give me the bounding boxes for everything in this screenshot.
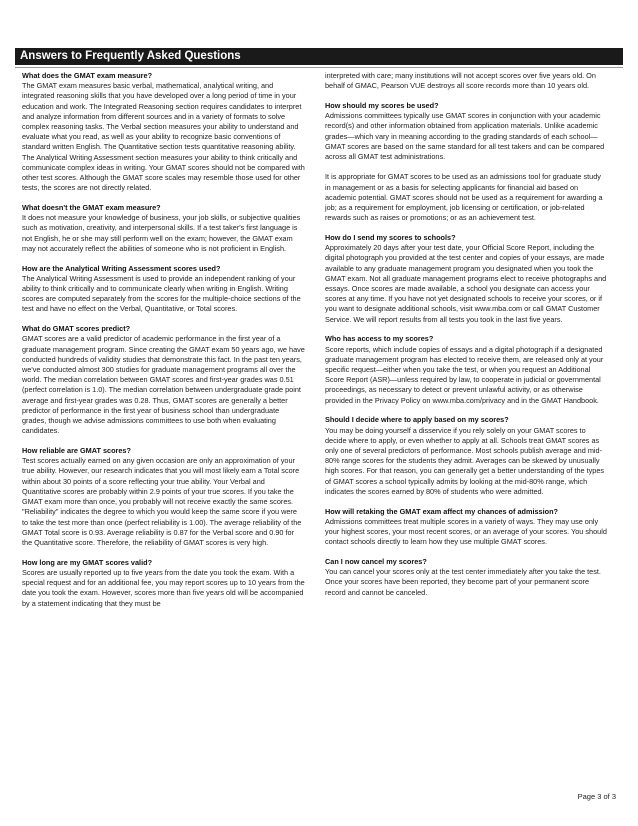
faq-answer: interpreted with care; many institutions will not accept scores over five years old. On behalf of GMAC, Pearson VUE destroys all score records more than 10 years old.: [325, 71, 596, 91]
faq-answer: Approximately 20 days after your test date, your Official Score Report, including the digital photograph you provided at the test center and copies of your essays, are made available to any graduate management program you designated when you took the GMAT exam. Not all graduate management programs elect to receive photographs and essays. Once scores are made available, a school you designate can access your scores at any time. If you have not yet designated schools to receive your scores, or if you want to designate additional schools, visit www.mba.com or call GMAT Customer Service. We will report results from all tests you took in the last five years.: [325, 243, 607, 324]
faq-question: What does the GMAT exam measure?: [22, 71, 153, 80]
faq-question: How should my scores be used?: [325, 101, 439, 110]
faq-question: What do GMAT scores predict?: [22, 324, 131, 334]
faq-answer: Test scores actually earned on any given occasion are only an approximation of your true ability. However, our research indicates that you will most likely earn a Total score within about 30 points of a score reflecting your true ability. Your Verbal and Quantitative scores are probably within 2.9 points of your true scores. If you take the GMAT exam more than once, you probably will not receive exactly the same scores. "Reliability" indicates the degree to which you would keep the same score if you were to take the test more than once (perfect reliability is 1.00). The average reliability of the GMAT Total score is 0.93. Average reliability is 0.87 for the Verbal score and 0.90 for the Quantitative score. Therefore, the reliability of GMAT scores is very high.: [22, 456, 302, 547]
faq-question: What doesn't the GMAT exam measure?: [22, 203, 161, 213]
faq-answer: It does not measure your knowledge of business, your job skills, or subjective qualities such as motivation, creativity, and interpersonal skills. If a test taker's first language is not English, he or she may still perform well on the exam; however, the GMAT exam may not accurately reflect the abilities of someone who is not proficient in English.: [22, 213, 301, 253]
faq-question: How are the Analytical Writing Assessment scores used?: [22, 263, 221, 273]
faq-question: How will retaking the GMAT exam affect my chances of admission?: [325, 506, 559, 516]
faq-item: [22, 446, 305, 548]
faq-item: [325, 233, 608, 325]
faq-item: [325, 101, 608, 223]
section-header: [15, 48, 623, 65]
faq-answer: GMAT scores are a valid predictor of academic performance in the first year of a graduate management program. Since creating the GMAT exam 50 years ago, we have conducted hundreds of validity studies that demonstrate this fact. In the past ten years, we've conducted almost 300 studies for graduate management programs all over the world. The median correlation between GMAT scores and first-year grades was 0.51 (perfect correlation is 1.0). The median correlation between undergraduate grade point average and first-year grades was 0.28. Thus, GMAT scores are generally a better predictor of performance in the first year of business school than undergraduate grades, though we advise admissions committees to use both when evaluating candidates.: [22, 334, 305, 436]
faq-answer: Score reports, which include copies of essays and a digital photograph if a designated graduate management program has elected to receive them, are released only at your specific request—either when you take the test, or when you request an Additional Score Report (ASR)—unless required by law, to cooperate in judicial or governmental proceedings, as necessary to detect or prevent unlawful activity, or as otherwise provided in the Privacy Policy on www.mba.com/privacy and in the GMAT Handbook.: [325, 344, 604, 405]
faq-question: Can I now cancel my scores?: [325, 557, 427, 567]
left-column: [22, 71, 305, 618]
faq-answer: Admissions committees treat multiple scores in a variety of ways. They may use only your highest scores, your most recent scores, or an average of your scores. You should contact schools directly to learn how they use multiple GMAT scores.: [325, 516, 607, 547]
faq-question: How reliable are GMAT scores?: [22, 446, 131, 456]
faq-question: How do I send my scores to schools?: [325, 233, 456, 243]
faq-item: [22, 264, 305, 315]
header-divider: [15, 67, 623, 68]
faq-item: [22, 558, 305, 609]
faq-answer: Admissions committees typically use GMAT scores in conjunction with your academic record(s) and other information obtained from application materials. Unlike academic grades—which vary in meaning according to the grading standards of each school—GMAT scores are based on the same standard for all test takers and can be compared across all GMAT test administrations.: [325, 111, 605, 162]
faq-question: Should I decide where to apply based on my scores?: [325, 415, 509, 425]
page-number: Page 3 of 3: [577, 792, 616, 801]
faq-question: Who has access to my scores?: [325, 334, 434, 344]
faq-item: [325, 557, 608, 598]
faq-answer: It is appropriate for GMAT scores to be used as an admissions tool for graduate study in management or as a basis for selecting applicants for financial aid based on academic potential. GMAT scores should not be used as a requirement for awarding a job; as a requirement for employment, job licensing or certification, or job-related rewards such as raises or promotions; or as an achievement test.: [325, 172, 603, 223]
faq-item: [325, 71, 608, 91]
faq-item: [22, 71, 305, 193]
faq-question: How long are my GMAT scores valid?: [22, 557, 153, 567]
faq-item: [22, 324, 305, 436]
faq-item: [325, 507, 608, 548]
faq-answer: You may be doing yourself a disservice if you rely solely on your GMAT scores to decide where to apply, or even whether to apply at all. Schools treat GMAT scores as only one of several predictors of performance. Most schools publish average and mid-80% range scores for the students they admit. Averages can be skewed by unusually high scores. For that reason, you can generally get a better understanding of the types of GMAT scores a school typically admits by looking at the mid-80% range, which indicates the scores earned by 80% of students who were admitted.: [325, 425, 605, 496]
faq-answer: Scores are usually reported up to five years from the date you took the exam. With a special request and for an additional fee, you may report scores up to 10 years from the date you took the exam. However, scores more than five years old will be accompanied by a statement indicating that they must be: [22, 567, 305, 608]
faq-answer: You can cancel your scores only at the test center immediately after you take the test. Once your scores have been reported, they become part of your permanent score record and cannot be canceled.: [325, 567, 601, 597]
faq-answer: The GMAT exam measures basic verbal, mathematical, analytical writing, and integrated reasoning skills that you have developed over a long period of time in your education and work. The Integrated Reasoning section requires candidates to interpret and analyze information from different sources and in a variety of formats to solve complex reasoning tasks. The Verbal section measures your ability to understand and evaluate what you read, as well as your ability to recognize basic conventions of standard written English. The Quantitative section tests quantitative reasoning ability. The Analytical Writing Assessment section measures your ability to think critically and communicate complex ideas in writing. Your GMAT scores should not be compared with other test scores. Although the GMAT score scales may resemble those used for other tests, the scores are not directly related.: [22, 81, 305, 193]
faq-item: [22, 203, 305, 254]
section-title: Answers to Frequently Asked Questions: [20, 50, 241, 62]
faq-item: [325, 415, 608, 497]
faq-answer: The Analytical Writing Assessment is used to provide an independent ranking of your ability to think critically and to communicate clearly when writing in English. Writing scores are computed separately from the scores for the multiple-choice sections of the test and have no effect on the Verbal, Quantitative, or Total scores.: [22, 273, 301, 314]
right-column: [325, 71, 608, 607]
faq-item: [325, 334, 608, 405]
